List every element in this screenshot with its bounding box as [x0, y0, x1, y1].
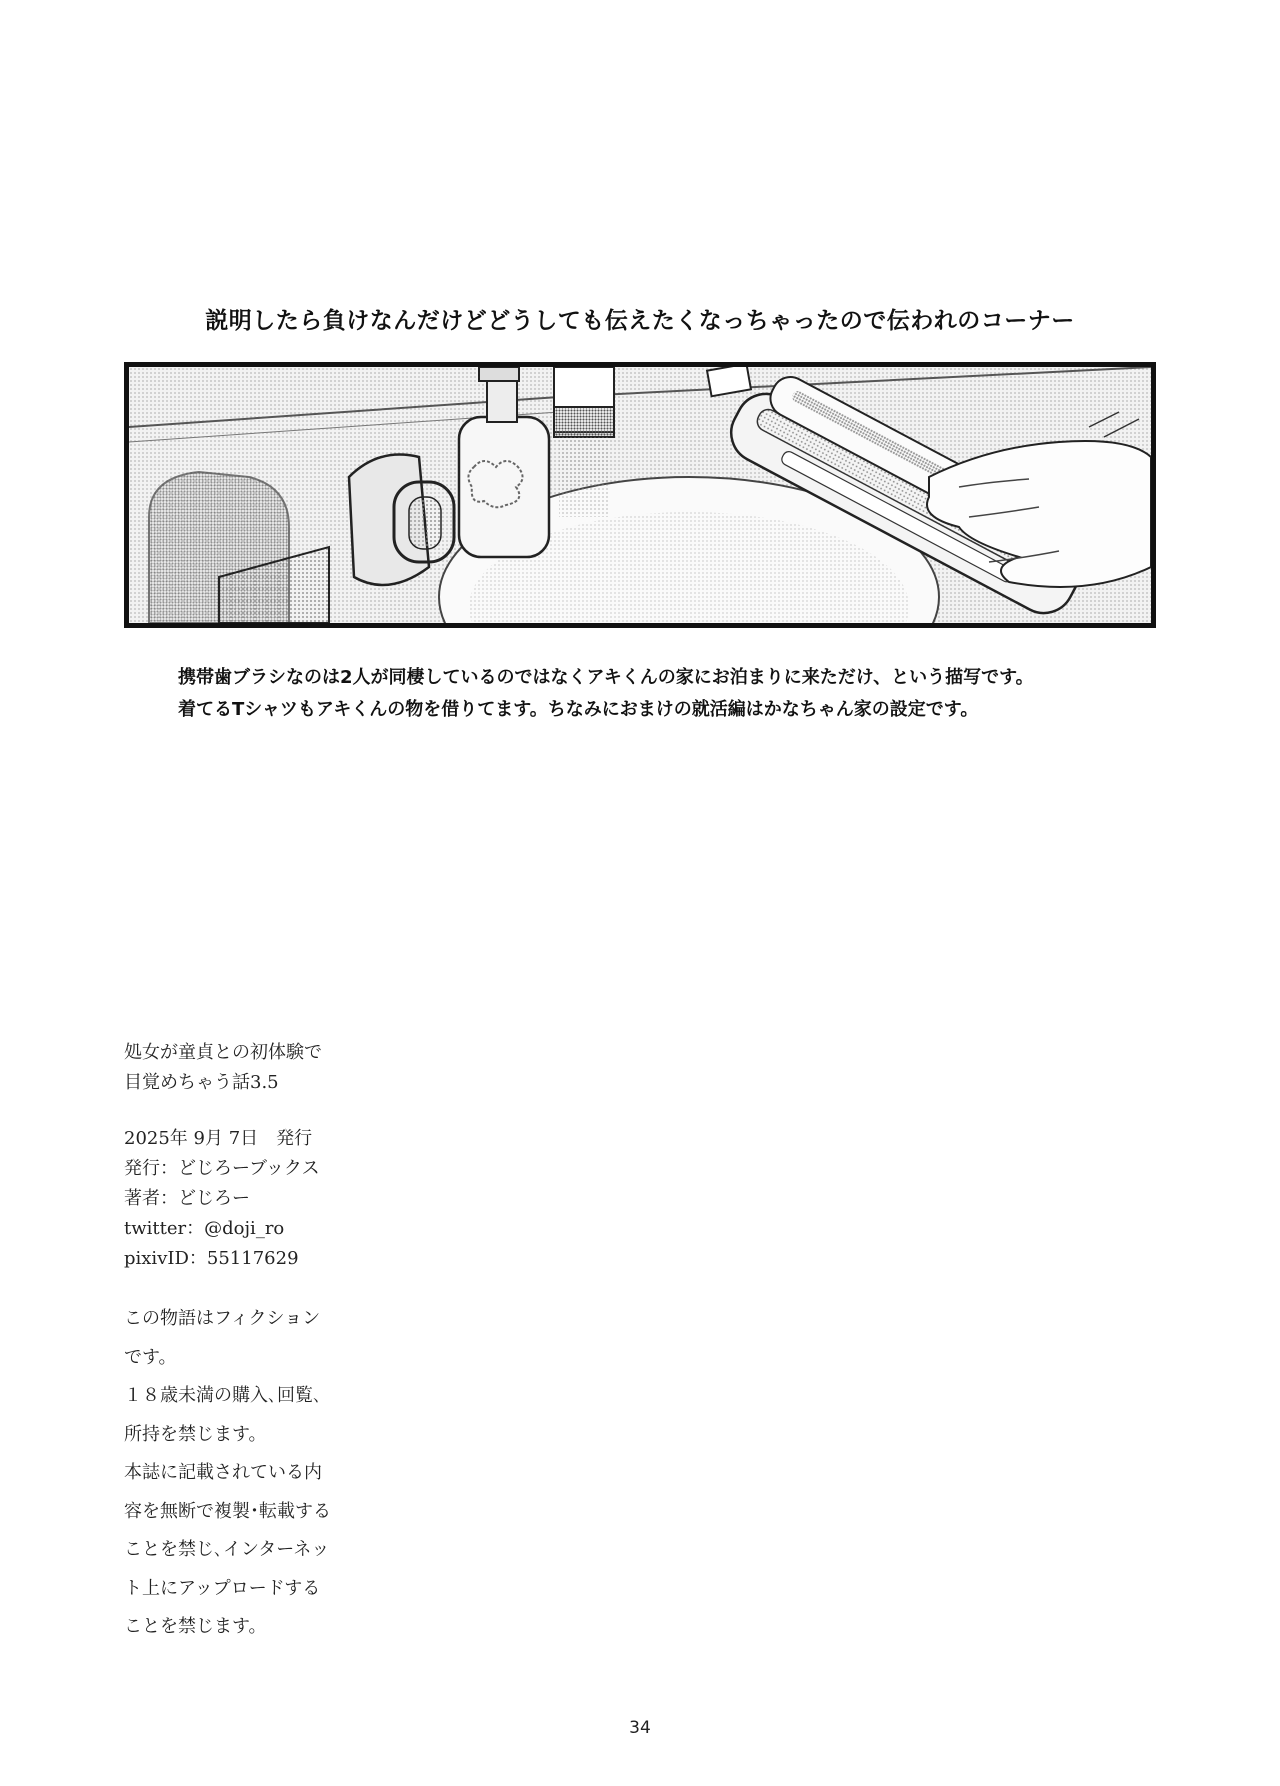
notice-line: ト上にアップロードする: [124, 1577, 321, 1599]
legal-notice: [124, 1300, 524, 1647]
notice-line: ことを禁じ､インターネッ: [124, 1539, 330, 1560]
sink-illustration: [129, 367, 1151, 623]
page-heading: 説明したら負けなんだけどどうしても伝えたくなっちゃったので伝われのコーナー: [205, 308, 1075, 334]
caption-line-2: 着てるTシャツもアキくんの物を借りてます。ちなみにおまけの就活編はかなちゃん家の設定です。: [178, 699, 979, 720]
notice-line: ことを禁じます。: [124, 1616, 267, 1637]
book-title: [124, 1038, 524, 1098]
manga-panel: [124, 362, 1156, 628]
book-title-line: 目覚めちゃう話3.5: [124, 1072, 279, 1093]
colophon: [124, 1038, 524, 1647]
caption-line-1: 携帯歯ブラシなのは2人が同棲しているのではなくアキくんの家にお泊まりに来ただけ、という描写です。: [178, 667, 1034, 688]
notice-line: 容を無断で複製･転載する: [124, 1500, 331, 1522]
notice-line: 本誌に記載されている内: [124, 1462, 322, 1483]
notice-line: この物語はフィクション: [124, 1308, 321, 1329]
publication-details: [124, 1124, 524, 1274]
twitter-handle: twitter：@doji_ro: [124, 1218, 285, 1239]
book-title-line: 処女が童貞との初体験で: [124, 1042, 322, 1063]
publisher: 発行：どじろーブックス: [124, 1158, 320, 1179]
page-number: 34: [629, 1718, 651, 1738]
author: 著者：どじろー: [124, 1188, 250, 1209]
pixiv-id: pixivID：55117629: [124, 1248, 299, 1269]
notice-line: です。: [124, 1346, 177, 1368]
explanation-caption: [178, 662, 1158, 726]
publish-date: 2025年 9月 7日 発行: [124, 1128, 313, 1149]
notice-line: １８歳未満の購入､回覧､: [124, 1385, 322, 1406]
notice-line: 所持を禁じます。: [124, 1423, 267, 1445]
